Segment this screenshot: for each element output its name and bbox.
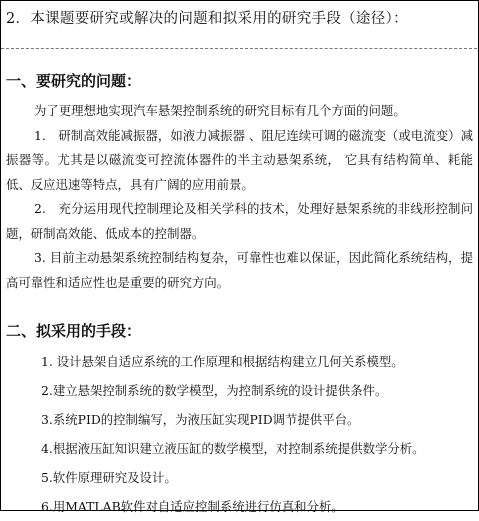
dashed-divider: [1, 48, 477, 49]
method-item-6: 6.用MATLAB软件对自适应控制系统进行仿真和分析。: [41, 499, 344, 514]
section1-intro: 为了更理想地实现汽车悬架控制系统的研究目标有几个方面的问题。: [34, 103, 406, 118]
method-item-1: 1. 设计悬架自适应系统的工作原理和根据结构建立几何关系模型。: [41, 354, 404, 369]
method-list: [6, 347, 473, 521]
section-header: 2．本课题要研究或解决的问题和拟采用的研究手段（途径）：: [6, 11, 408, 27]
method-item-4: 4.根据液压缸知识建立液压缸的数学模型，对控制系统提供数学分析。: [41, 441, 425, 456]
method-item-3: 3.系统PID的控制编写，为液压缸实现PID调节提供平台。: [41, 412, 360, 427]
method-item-2: 2.建立悬架控制系统的数学模型，为控制系统的设计提供条件。: [41, 383, 388, 398]
method-item-5: 5.软件原理研究及设计。: [41, 470, 177, 485]
problem-item-1: 1. 研制高效能减振器，如液力减振器 、阻尼连续可调的磁流变（或电流变）减振器等。尤其是以磁流变可控流体器件的半主动悬架系统， 它具有结构简单、耗能低、反应迅速等特点，具有广阔的应用前景。: [6, 127, 473, 192]
problem-item-2: 2. 充分运用现代控制理论及相关学科的技术，处理好悬架系统的非线形控制问题，研制高效能、低成本的控制器。: [6, 201, 473, 241]
section2-title: 二、拟采用的手段：: [6, 322, 142, 340]
problem-item-3: 3. 目前主动悬架系统控制结构复杂，可靠性也难以保证，因此简化系统结构，提高可靠性和适应性也是重要的研究方向。: [6, 250, 473, 290]
section1-title: 一、要研究的问题：: [6, 72, 142, 90]
section1-body: [6, 99, 473, 295]
